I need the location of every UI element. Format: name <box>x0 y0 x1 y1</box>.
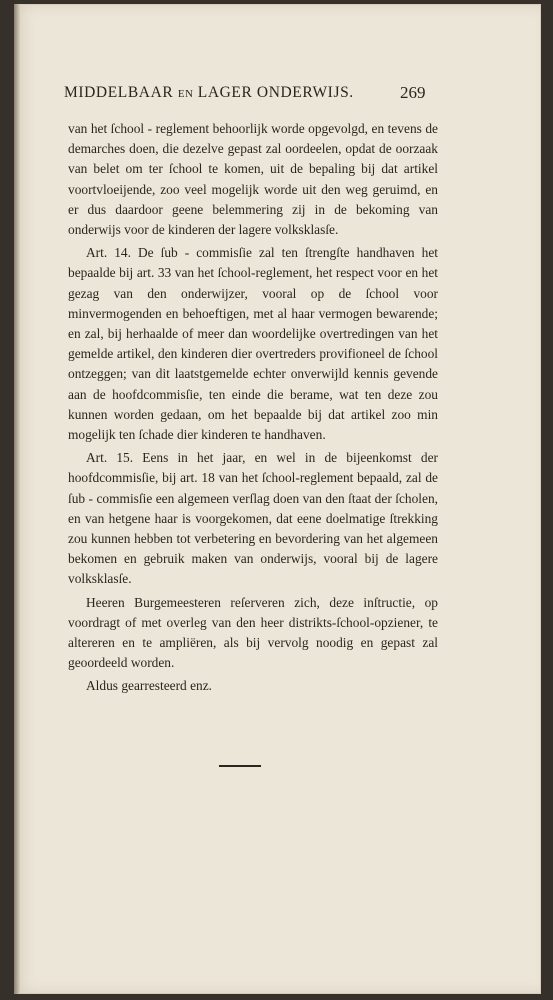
running-header <box>64 84 434 102</box>
bleed-through-text <box>270 776 440 896</box>
header-title-and: EN <box>177 88 194 100</box>
paragraph-art-14: Art. 14. De ſub - commisſie zal ten ſtrengſte handhaven het bepaalde bij art. 33 van het ſchool-reglement, het respect voor en het gezag van den onderwijzer, vooral op de ſchool voor minvermogenden en behoeftigen, met al haar vermogen bewarende; en zal, bij herhaalde of meer dan woordelijke overtredingen van het gemelde artikel, den kinderen dier overtreders provifioneel de ſchool ontzeggen; van dit laatstgemelde echter onverwijld kennis gevende aan de hoofdcommisſie, ten einde die berame, wat ten deze zou kunnen worden gedaan, om het bepaalde bij dat artikel zoo min mogelijk ten ſchade dier kinderen te handhaven. <box>68 245 438 443</box>
end-rule <box>219 765 261 767</box>
paragraph-art-15: Art. 15. Eens in het jaar, en wel in de bijeenkomst der hoofdcommisſie, bij art. 18 van het ſchool-reglement bepaald, zal de ſub - commisſie een algemeen verſlag doen van den ſtaat der ſcholen, en van hetgene haar is voorgekomen, dat eene doelmatige ſtrekking zou kunnen hebben tot verbetering en bevordering van het algemeen bekomen en gebruik maken van onderwijs, vooral bij de lagere volksklasſe. <box>68 450 438 587</box>
paragraph-closing: Aldus gearresteerd enz. <box>86 678 213 694</box>
header-title-part2: LAGER ONDERWIJS. <box>197 84 354 101</box>
body-text <box>68 119 438 697</box>
page-number: 269 <box>400 83 426 102</box>
header-title-part1: MIDDELBAAR <box>64 84 174 101</box>
paragraph-burgemeesteren: Heeren Burgemeesteren reſerveren zich, deze inſtructie, op voordragt of met overleg van den heer distrikts-ſchool-opziener, te altereren en te ampliëren, als bij vervolg noodig en gepast zal geoordeeld worden. <box>68 594 438 671</box>
page-gutter <box>14 4 20 994</box>
paragraph-continuation: van het ſchool - reglement behoorlijk worde opgevolgd, en tevens de demarches doen, die dezelve gepast zal oordeelen, opdat de oorzaak van belet om ter ſchool te komen, uit de bepaling bij dat artikel voortvloeijende, zoo veel mogelijk worde uit den weg geruimd, en er dus daardoor geene belemmering zij in de bekoming van onderwijs voor de kinderen der lagere volksklasſe. <box>68 121 438 238</box>
